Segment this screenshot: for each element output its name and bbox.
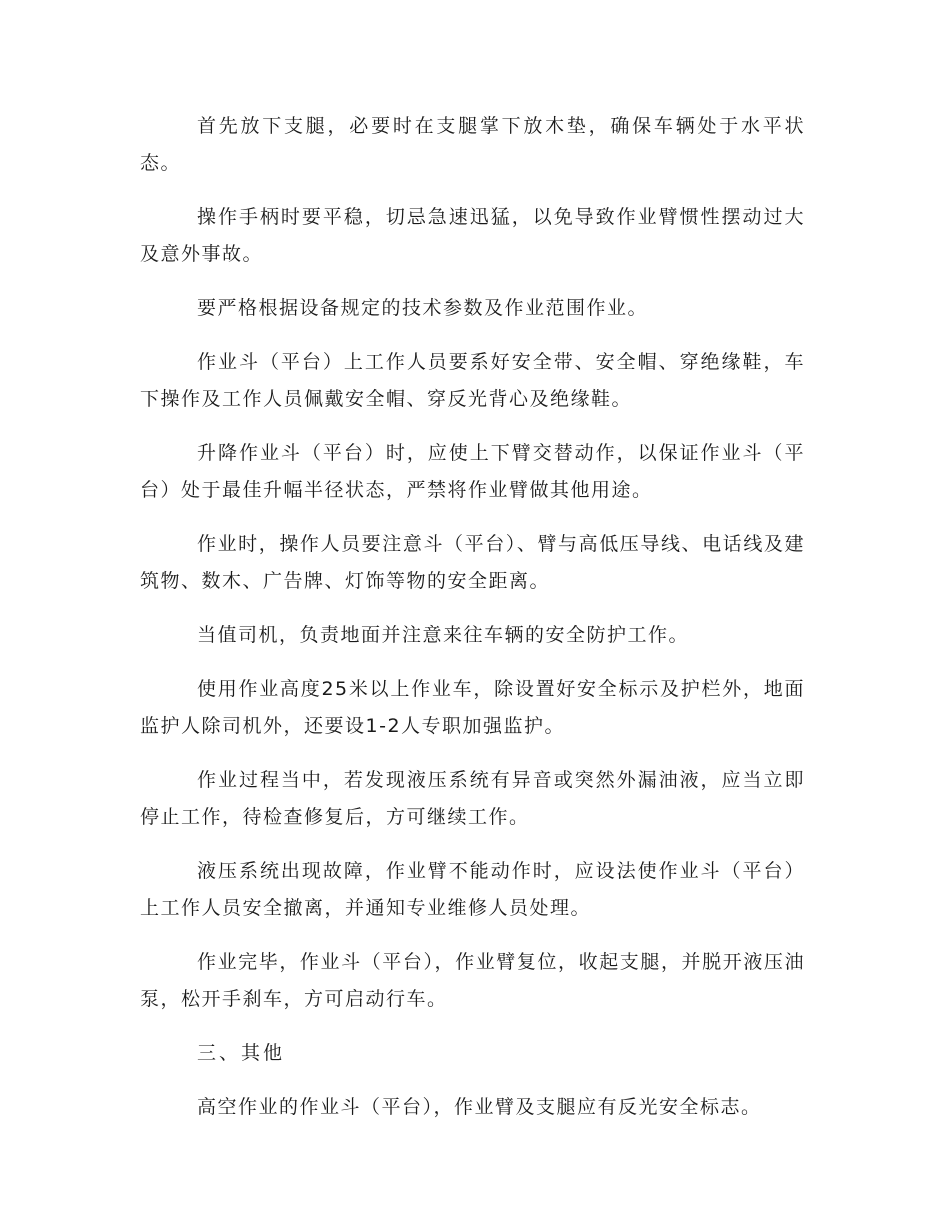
paragraph-hydraulic-abnormal: 作业过程当中，若发现液压系统有异音或突然外漏油液，应当立即停止工作，待检查修复后，方可继续工作。 xyxy=(140,769,805,828)
paragraph-outrigger: 首先放下支腿，必要时在支腿掌下放木垫，确保车辆处于水平状态。 xyxy=(140,115,805,174)
paragraph-lifting: 升降作业斗（平台）时，应使上下臂交替动作，以保证作业斗（平台）处于最佳升幅半径状态，严禁将作业臂做其他用途。 xyxy=(140,442,805,501)
paragraph-handle-operation: 操作手柄时要平稳，切忌急速迅猛，以免导致作业臂惯性摆动过大及意外事故。 xyxy=(140,206,805,265)
document-body xyxy=(140,108,805,1143)
paragraph-reflective-sign: 高空作业的作业斗（平台），作业臂及支腿应有反光安全标志。 xyxy=(197,1096,762,1118)
paragraph-driver-duty: 当值司机，负责地面并注意来往车辆的安全防护工作。 xyxy=(197,624,690,646)
paragraph-completion: 作业完毕，作业斗（平台），作业臂复位，收起支腿，并脱开液压油泵，松开手刹车，方可启动行车。 xyxy=(140,951,805,1010)
paragraph-technical-parameters: 要严格根据设备规定的技术参数及作业范围作业。 xyxy=(197,297,649,319)
paragraph-safety-gear: 作业斗（平台）上工作人员要系好安全带、安全帽、穿绝缘鞋，车下操作及工作人员佩戴安全帽、穿反光背心及绝缘鞋。 xyxy=(140,351,805,410)
paragraph-height-monitoring: 使用作业高度25米以上作业车，除设置好安全标示及护栏外，地面监护人除司机外，还要设1-2人专职加强监护。 xyxy=(140,678,805,737)
section-heading: 三、其他 xyxy=(197,1042,286,1064)
paragraph-safe-distance: 作业时，操作人员要注意斗（平台）、臂与高低压导线、电话线及建筑物、数木、广告牌、灯饰等物的安全距离。 xyxy=(140,533,805,592)
paragraph-hydraulic-fault: 液压系统出现故障，作业臂不能动作时，应设法使作业斗（平台）上工作人员安全撤离，并通知专业维修人员处理。 xyxy=(140,860,805,919)
